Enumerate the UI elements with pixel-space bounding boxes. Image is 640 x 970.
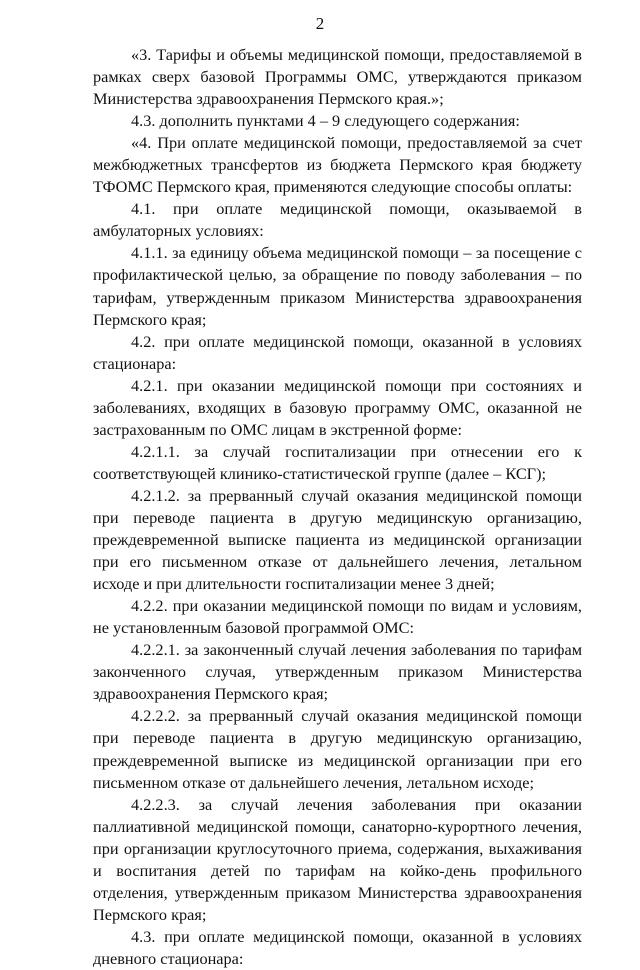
page-number: 2 — [315, 14, 325, 33]
paragraph-4-2-2-1: 4.2.2.1. за законченный случай лечения заболевания по тарифам законченного случая, утвержденным приказом Министерства здравоохранения Пермского края; — [93, 640, 582, 704]
paragraph-point-4: «4. При оплате медицинской помощи, предоставляемой за счет межбюджетных трансфертов из бюджета Пермского края бюджету ТФОМС Пермского края, применяются следующие способы оплаты: — [93, 133, 582, 197]
paragraph-4-2-1-2: 4.2.1.2. за прерванный случай оказания медицинской помощи при переводе пациента в другую медицинскую организацию, преждевременной выписке пациента из медицинской организации при его письменном отказе от дальнейшего лечения, летальном исходе и при длительности госпитализации менее 3 дней; — [93, 485, 582, 594]
paragraph-4-2: 4.2. при оплате медицинской помощи, оказанной в условиях стационара: — [93, 331, 582, 373]
paragraph-4-3-add-points: 4.3. дополнить пунктами 4 – 9 следующего содержания: — [131, 111, 520, 131]
paragraph-4-2-1: 4.2.1. при оказании медицинской помощи при состояниях и заболеваниях, входящих в базовую программу ОМС, оказанной не застрахованным по ОМС лицам в экстренной форме: — [93, 375, 582, 439]
document-body — [93, 44, 582, 970]
paragraph-4-3-day-hospital: 4.3. при оплате медицинской помощи, оказанной в условиях дневного стационара: — [93, 926, 582, 968]
paragraph-4-1-1: 4.1.1. за единицу объема медицинской помощи – за посещение с профилактической целью, за обращение по поводу заболевания – по тарифам, утвержденным приказом Министерства здравоохранения Пермского края; — [93, 243, 582, 329]
paragraph-4-2-1-1: 4.2.1.1. за случай госпитализации при отнесении его к соответствующей клинико-статистической группе (далее – КСГ); — [93, 441, 582, 483]
paragraph-4-2-2-2: 4.2.2.2. за прерванный случай оказания медицинской помощи при переводе пациента в другую медицинскую организацию, преждевременной выписке из медицинской организации при его письменном отказе от дальнейшего лечения, летальном исходе; — [93, 706, 582, 792]
paragraph-tariffs-volumes: «3. Тарифы и объемы медицинской помощи, предоставляемой в рамках сверх базовой Программы ОМС, утверждаются приказом Министерства здравоохранения Пермского края.»; — [93, 45, 582, 109]
paragraph-4-2-2: 4.2.2. при оказании медицинской помощи по видам и условиям, не установленным базовой программой ОМС: — [93, 596, 582, 638]
paragraph-4-1: 4.1. при оплате медицинской помощи, оказываемой в амбулаторных условиях: — [93, 199, 582, 241]
paragraph-4-2-2-3: 4.2.2.3. за случай лечения заболевания при оказании паллиативной медицинской помощи, санаторно-курортного лечения, при организации круглосуточного приема, содержания, выхаживания и воспитания детей по тарифам на койко-день профильного отделения, утвержденным приказом Министерства здравоохранения Пермского края; — [93, 794, 582, 924]
